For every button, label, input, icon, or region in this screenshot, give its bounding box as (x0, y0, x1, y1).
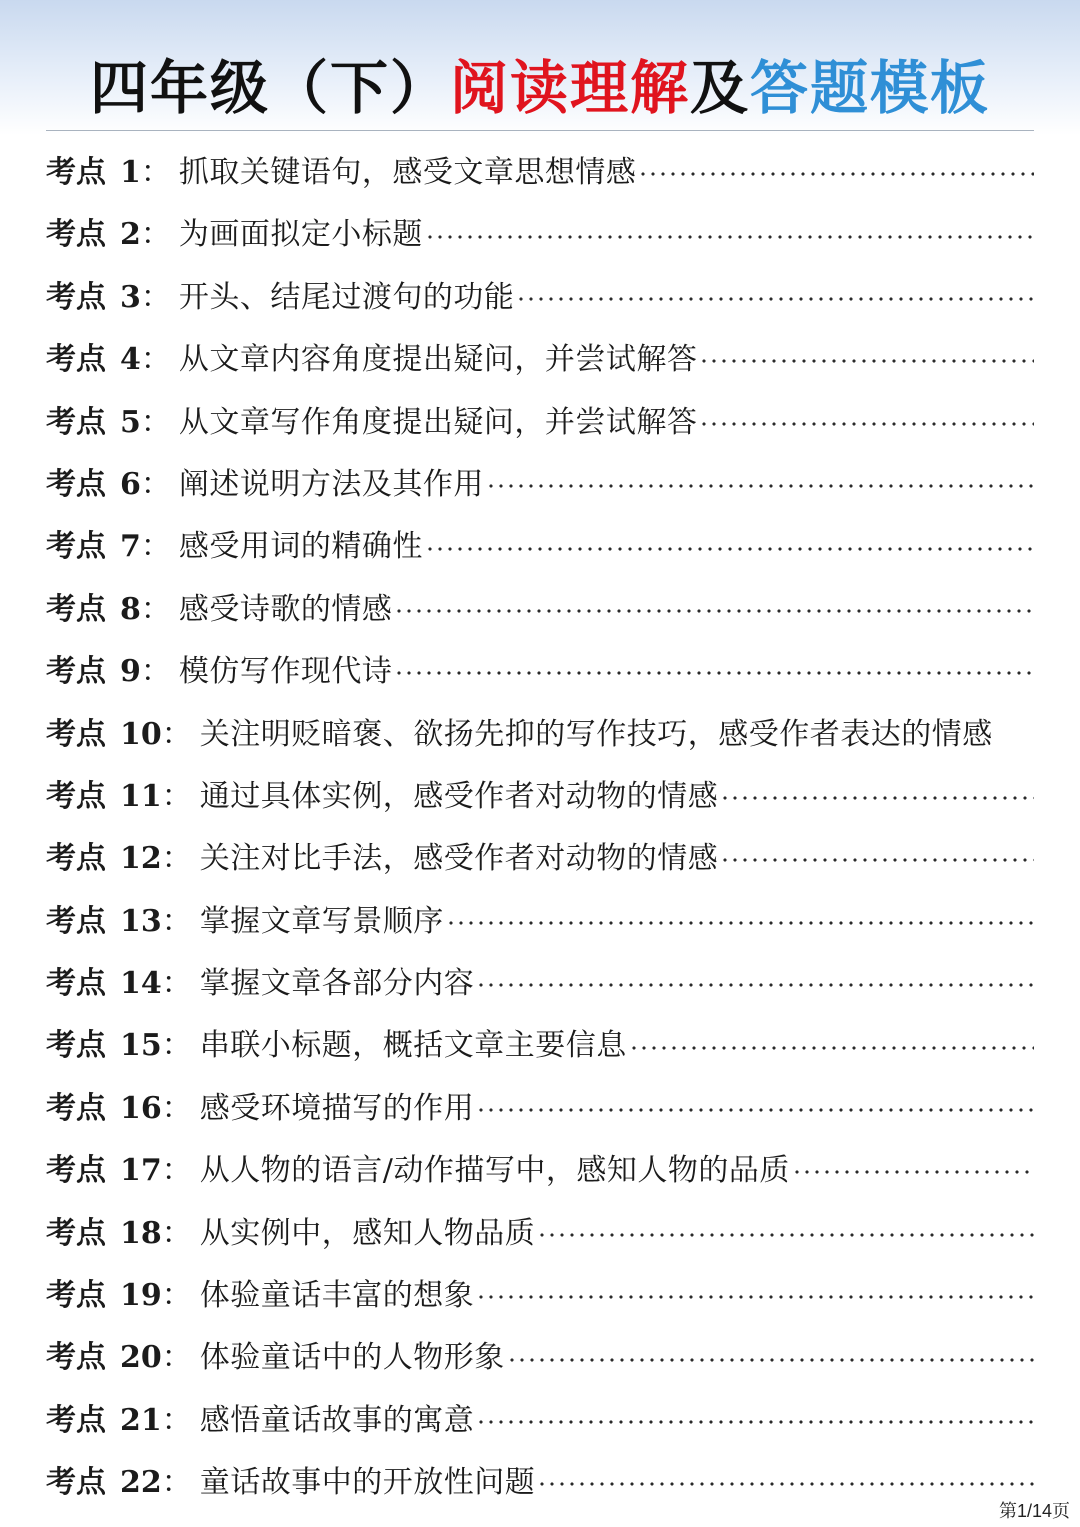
toc-item-leader-dots (699, 420, 1034, 428)
toc-item-leader-dots (425, 233, 1034, 241)
toc-item-topic: 模仿写作现代诗 (178, 654, 393, 690)
toc-item-topic: 阐述说明方法及其作用 (178, 466, 484, 502)
title-grade: 四年级（下） (89, 54, 450, 122)
toc-item-colon: ： (140, 529, 171, 565)
toc-item-leader-dots (476, 981, 1034, 989)
toc-item-leader-dots (792, 1168, 1034, 1176)
title-divider (46, 130, 1034, 131)
table-of-contents (46, 142, 1034, 1515)
toc-item[interactable] (46, 142, 1034, 204)
toc-item-leader-dots (720, 856, 1034, 864)
toc-item-number: 6 (120, 466, 141, 502)
toc-item-number: 16 (120, 1090, 162, 1126)
toc-item-topic: 关注对比手法，感受作者对动物的情感 (199, 841, 719, 877)
toc-item-number: 2 (120, 217, 141, 253)
toc-item-number: 18 (120, 1215, 162, 1251)
toc-item-colon: ： (161, 1340, 192, 1376)
toc-item-label: 考点 (46, 1278, 106, 1314)
toc-item-leader-dots (476, 1418, 1034, 1426)
toc-item-leader-dots (629, 1044, 1034, 1052)
toc-item-number: 10 (120, 716, 162, 752)
toc-item-label: 考点 (46, 903, 106, 939)
toc-item-number: 15 (120, 1028, 162, 1064)
toc-item-label: 考点 (46, 1215, 106, 1251)
toc-item-colon: ： (161, 778, 192, 814)
toc-item-label: 考点 (46, 966, 106, 1002)
toc-item-number: 19 (120, 1278, 162, 1314)
page-indicator: 第1/14页 (998, 1501, 1070, 1521)
toc-item-colon: ： (161, 716, 192, 752)
toc-item-number: 22 (120, 1465, 162, 1501)
toc-item-number: 5 (120, 404, 141, 440)
toc-item[interactable] (46, 392, 1034, 454)
toc-item[interactable] (46, 953, 1034, 1015)
toc-item-label: 考点 (46, 404, 106, 440)
toc-item-number: 12 (120, 841, 162, 877)
toc-item[interactable] (46, 267, 1034, 329)
toc-item-topic: 关注明贬暗褒、欲扬先抑的写作技巧，感受作者表达的情感 (199, 716, 993, 752)
toc-item-label: 考点 (46, 217, 106, 253)
toc-item-topic: 从人物的语言/动作描写中，感知人物的品质 (199, 1153, 790, 1189)
toc-item[interactable] (46, 1078, 1034, 1140)
toc-item[interactable] (46, 766, 1034, 828)
toc-item-label: 考点 (46, 1028, 106, 1064)
toc-item-label: 考点 (46, 716, 106, 752)
toc-item[interactable] (46, 1265, 1034, 1327)
toc-item-label: 考点 (46, 778, 106, 814)
toc-item-topic: 体验童话中的人物形象 (199, 1340, 505, 1376)
toc-item-label: 考点 (46, 1090, 106, 1126)
toc-item-topic: 为画面拟定小标题 (178, 217, 423, 253)
toc-item-label: 考点 (46, 841, 106, 877)
toc-item-topic: 开头、结尾过渡句的功能 (178, 279, 515, 315)
toc-item-label: 考点 (46, 1402, 106, 1438)
toc-item[interactable] (46, 1390, 1034, 1452)
title-and: 及 (690, 54, 751, 122)
title-template: 答题模板 (750, 54, 991, 122)
toc-item-leader-dots (537, 1480, 1034, 1488)
toc-item[interactable] (46, 329, 1034, 391)
toc-item-topic: 通过具体实例，感受作者对动物的情感 (199, 778, 719, 814)
toc-item-label: 考点 (46, 654, 106, 690)
toc-item-label: 考点 (46, 1465, 106, 1501)
toc-item-topic: 童话故事中的开放性问题 (199, 1465, 536, 1501)
toc-item-colon: ： (161, 1153, 192, 1189)
toc-item-topic: 从实例中，感知人物品质 (199, 1215, 536, 1251)
toc-item-number: 1 (120, 155, 141, 190)
toc-item-colon: ： (140, 217, 171, 253)
toc-item-leader-dots (720, 794, 1034, 802)
toc-item-number: 17 (120, 1153, 162, 1189)
toc-item-colon: ： (161, 1465, 192, 1501)
toc-item[interactable] (46, 1452, 1034, 1514)
toc-item-colon: ： (140, 404, 171, 440)
toc-item-number: 7 (120, 529, 141, 565)
toc-item-number: 3 (120, 279, 141, 315)
toc-item-colon: ： (140, 155, 171, 190)
toc-item-topic: 抓取关键语句，感受文章思想情感 (178, 155, 637, 190)
toc-item[interactable] (46, 1140, 1034, 1202)
toc-item[interactable] (46, 1203, 1034, 1265)
toc-item-leader-dots (516, 295, 1034, 303)
toc-item-topic: 掌握文章写景顺序 (199, 903, 444, 939)
toc-item-label: 考点 (46, 529, 106, 565)
toc-item-number: 11 (120, 778, 162, 814)
toc-item-colon: ： (140, 591, 171, 627)
toc-item-topic: 感受诗歌的情感 (178, 591, 393, 627)
toc-item-leader-dots (394, 669, 1034, 677)
toc-item-topic: 感受用词的精确性 (178, 529, 423, 565)
toc-item-leader-dots (425, 545, 1034, 553)
toc-item[interactable] (46, 641, 1034, 703)
toc-item-topic: 体验童话丰富的想象 (199, 1278, 475, 1314)
toc-item-colon: ： (140, 466, 171, 502)
toc-item-colon: ： (140, 279, 171, 315)
toc-item-number: 21 (120, 1402, 162, 1438)
toc-item-topic: 感悟童话故事的寓意 (199, 1402, 475, 1438)
toc-item[interactable] (46, 1015, 1034, 1077)
toc-item-label: 考点 (46, 279, 106, 315)
toc-item-number: 20 (120, 1340, 162, 1376)
toc-item-leader-dots (507, 1356, 1034, 1364)
toc-item-topic: 从文章内容角度提出疑问，并尝试解答 (178, 342, 698, 378)
toc-item[interactable] (46, 1327, 1034, 1389)
toc-item-leader-dots (699, 357, 1034, 365)
toc-item-label: 考点 (46, 591, 106, 627)
toc-item-number: 9 (120, 654, 141, 690)
toc-item[interactable] (46, 828, 1034, 890)
toc-item-topic: 串联小标题，概括文章主要信息 (199, 1028, 627, 1064)
toc-item-number: 13 (120, 903, 162, 939)
toc-item-colon: ： (161, 1028, 192, 1064)
toc-item-colon: ： (161, 1090, 192, 1126)
toc-item-leader-dots (394, 607, 1034, 615)
toc-item[interactable] (46, 579, 1034, 641)
toc-item-topic: 感受环境描写的作用 (199, 1090, 475, 1126)
toc-item-label: 考点 (46, 1153, 106, 1189)
toc-item-colon: ： (161, 1278, 192, 1314)
toc-item-colon: ： (140, 342, 171, 378)
toc-item-colon: ： (161, 903, 192, 939)
toc-item-number: 14 (120, 966, 162, 1002)
page-title (0, 52, 1080, 124)
toc-item-label: 考点 (46, 155, 106, 190)
toc-item-number: 4 (120, 342, 141, 378)
toc-item-colon: ： (161, 1215, 192, 1251)
toc-item[interactable] (46, 704, 1034, 766)
toc-item-colon: ： (161, 841, 192, 877)
toc-item-leader-dots (638, 170, 1034, 178)
toc-item-leader-dots (537, 1231, 1034, 1239)
title-reading: 阅读理解 (449, 54, 690, 122)
toc-item-leader-dots (476, 1293, 1034, 1301)
toc-item-leader-dots (476, 1106, 1034, 1114)
toc-item[interactable] (46, 516, 1034, 578)
toc-item-colon: ： (161, 966, 192, 1002)
toc-item[interactable] (46, 891, 1034, 953)
toc-item-colon: ： (140, 654, 171, 690)
toc-item-colon: ： (161, 1402, 192, 1438)
toc-item[interactable] (46, 454, 1034, 516)
toc-item-leader-dots (446, 919, 1034, 927)
toc-item-topic: 从文章写作角度提出疑问，并尝试解答 (178, 404, 698, 440)
toc-item-topic: 掌握文章各部分内容 (199, 966, 475, 1002)
toc-item-leader-dots (486, 482, 1034, 490)
toc-item-label: 考点 (46, 342, 106, 378)
toc-item[interactable] (46, 204, 1034, 266)
toc-item-label: 考点 (46, 1340, 106, 1376)
toc-item-label: 考点 (46, 466, 106, 502)
toc-item-number: 8 (120, 591, 141, 627)
